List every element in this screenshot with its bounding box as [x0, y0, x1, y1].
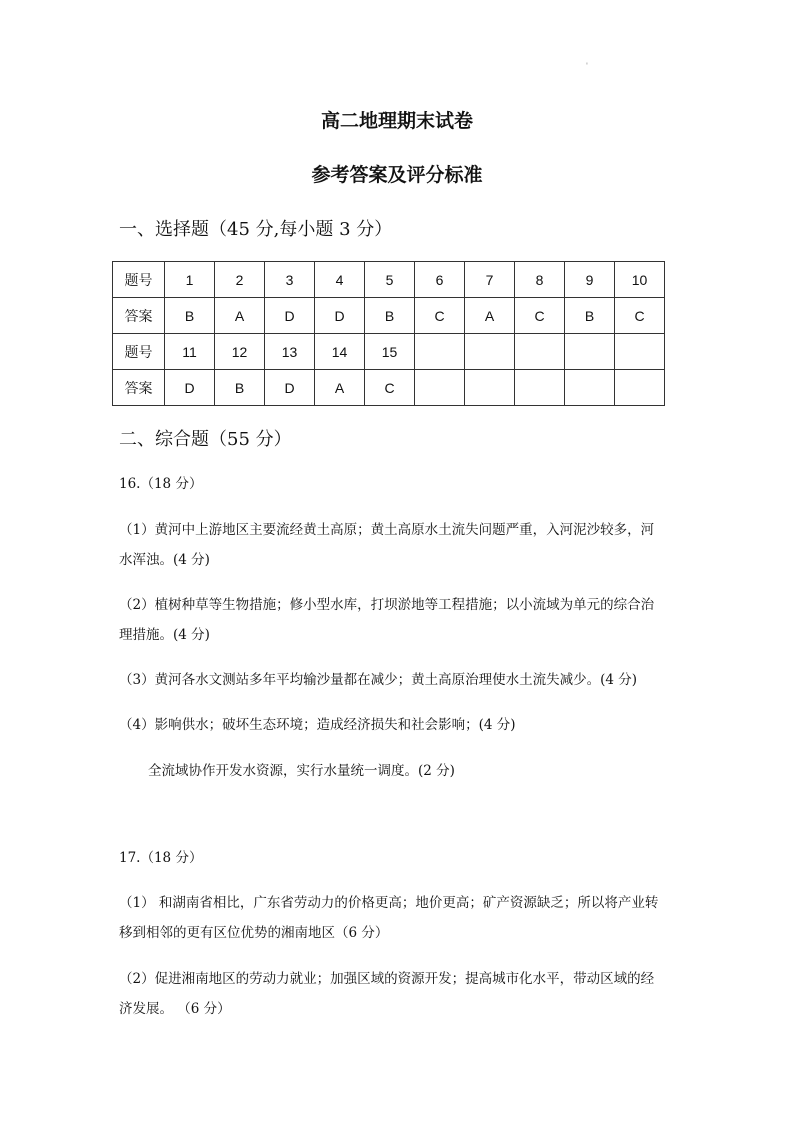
answer-table-cell: D	[165, 370, 215, 406]
answer-table-cell: B	[365, 298, 415, 334]
answer-table-cell: D	[265, 370, 315, 406]
answer-table-cell: B	[215, 370, 265, 406]
page-subtitle: 参考答案及评分标准	[311, 164, 483, 186]
answer-table-cell: C	[515, 298, 565, 334]
q17-answer-2-line-2: 济发展。 （6 分）	[119, 1001, 231, 1017]
q16-answer-3: （3）黄河各水文测站多年平均输沙量都在减少；黄土高原治理使水土流失减少。(4 分)	[119, 672, 638, 688]
answer-table-cell: 13	[265, 334, 315, 370]
answer-table-cell	[465, 370, 515, 406]
q17-answer-1-line-1: （1） 和湖南省相比，广东省劳动力的价格更高；地价更高；矿产资源缺乏；所以将产业转	[119, 895, 659, 911]
section-comprehensive-heading: 二、综合题（55 分）	[119, 429, 292, 450]
answer-table-cell	[565, 370, 615, 406]
answer-table-cell	[415, 370, 465, 406]
answer-table	[112, 261, 665, 406]
answer-table-cell	[615, 334, 665, 370]
answer-table-cell: 15	[365, 334, 415, 370]
answer-table-cell: 2	[215, 262, 265, 298]
answer-table-cell: D	[315, 298, 365, 334]
section-choice-heading: 一、选择题（45 分,每小题 3 分）	[119, 219, 393, 240]
page-title: 高二地理期末试卷	[320, 110, 473, 132]
answer-table-row	[113, 334, 665, 370]
q17-answer-2-line-1: （2）促进湘南地区的劳动力就业；加强区域的资源开发；提高城市化水平，带动区域的经	[119, 971, 655, 987]
answer-table-row-header: 答案	[113, 298, 165, 334]
answer-table-cell: 8	[515, 262, 565, 298]
answer-table-cell: A	[465, 298, 515, 334]
answer-table-cell: 9	[565, 262, 615, 298]
answer-table-cell: 7	[465, 262, 515, 298]
q16-heading: 16.（18 分）	[119, 476, 203, 492]
answer-table-cell	[515, 334, 565, 370]
answer-table-cell: 14	[315, 334, 365, 370]
answer-table-row-header: 答案	[113, 370, 165, 406]
answer-table-row	[113, 370, 665, 406]
answer-table-cell: 12	[215, 334, 265, 370]
answer-table-cell	[515, 370, 565, 406]
answer-table-cell: A	[215, 298, 265, 334]
answer-table-cell	[415, 334, 465, 370]
answer-table-cell	[565, 334, 615, 370]
q17-heading: 17.（18 分）	[119, 850, 203, 866]
answer-table-row-header: 题号	[113, 262, 165, 298]
answer-table-cell: A	[315, 370, 365, 406]
answer-table-cell: 4	[315, 262, 365, 298]
answer-table-cell: B	[165, 298, 215, 334]
q16-answer-2-line-1: （2）植树种草等生物措施；修小型水库，打坝淤地等工程措施；以小流域为单元的综合治	[119, 597, 655, 613]
answer-table-cell: 11	[165, 334, 215, 370]
answer-table-row	[113, 262, 665, 298]
answer-table-row-header: 题号	[113, 334, 165, 370]
answer-table-cell: C	[365, 370, 415, 406]
q16-answer-1-line-2: 水浑浊。(4 分)	[119, 552, 210, 568]
q16-answer-4: （4）影响供水；破坏生态环境；造成经济损失和社会影响；(4 分)	[119, 717, 516, 733]
answer-table-cell: 10	[615, 262, 665, 298]
answer-table-cell	[465, 334, 515, 370]
answer-table-cell: B	[565, 298, 615, 334]
answer-table-cell	[615, 370, 665, 406]
answer-table-cell: D	[265, 298, 315, 334]
answer-table-cell: 6	[415, 262, 465, 298]
answer-table-cell: 3	[265, 262, 315, 298]
answer-table-cell: 5	[365, 262, 415, 298]
answer-table-cell: C	[415, 298, 465, 334]
q17-answer-1-line-2: 移到相邻的更有区位优势的湘南地区（6 分）	[119, 925, 389, 941]
q16-answer-2-line-2: 理措施。(4 分)	[119, 627, 210, 643]
page-mark: '	[586, 62, 588, 70]
q16-answer-1-line-1: （1）黄河中上游地区主要流经黄土高原；黄土高原水土流失问题严重，入河泥沙较多，河	[119, 522, 655, 538]
answer-table-cell: C	[615, 298, 665, 334]
answer-table-row	[113, 298, 665, 334]
q16-answer-4-continued: 全流域协作开发水资源，实行水量统一调度。(2 分)	[148, 763, 455, 779]
answer-table-cell: 1	[165, 262, 215, 298]
